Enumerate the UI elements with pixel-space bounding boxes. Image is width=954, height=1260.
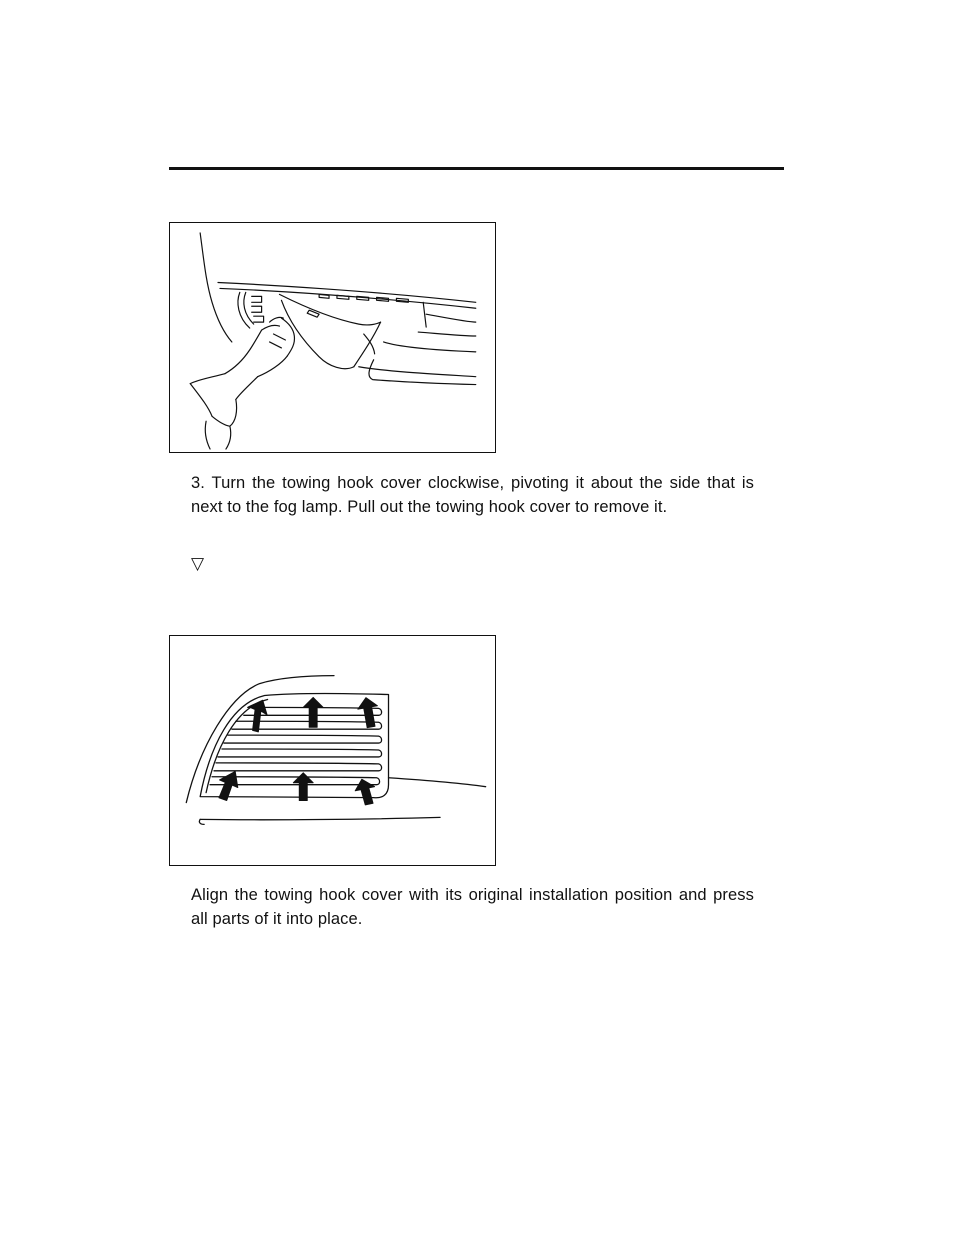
- removal-illustration-drawing: [170, 223, 495, 452]
- installation-illustration: [169, 635, 496, 866]
- header-rule: [169, 167, 784, 170]
- installation-text: Align the towing hook cover with its original installation position and press all parts of it into place.: [191, 886, 754, 928]
- step-3-text: 3. Turn the towing hook cover clockwise, pivoting it about the side that is next to the fog lamp. Pull out the towing hook cover to remove it.: [191, 474, 754, 516]
- installation-illustration-drawing: [170, 636, 495, 865]
- removal-illustration: [169, 222, 496, 453]
- down-triangle-icon: ▽: [191, 554, 205, 574]
